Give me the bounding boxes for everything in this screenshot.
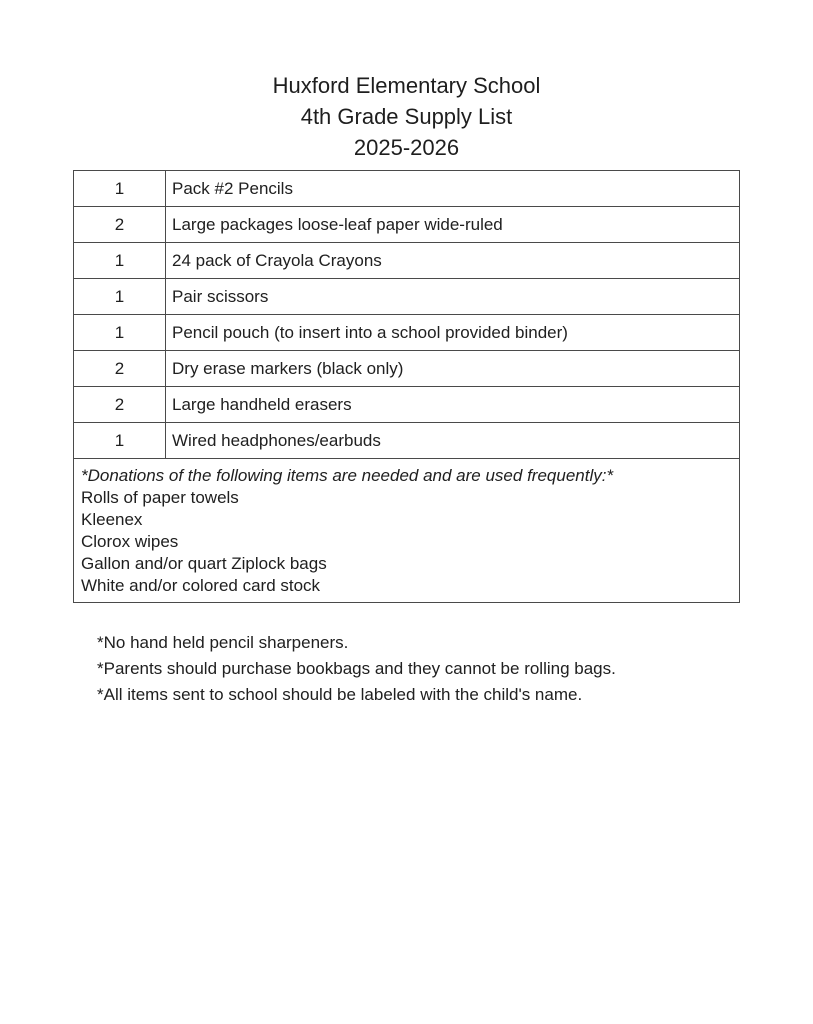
donation-item: Gallon and/or quart Ziplock bags [81,554,327,573]
item-description: Pack #2 Pencils [166,171,740,207]
note-line: *No hand held pencil sharpeners. [97,633,349,652]
item-description: Pair scissors [166,279,740,315]
item-quantity: 1 [74,171,166,207]
item-description: Wired headphones/earbuds [166,423,740,459]
donation-item: Kleenex [81,510,143,529]
table-row [74,243,740,279]
supply-table [73,170,740,603]
item-description: Large handheld erasers [166,387,740,423]
donation-item: White and/or colored card stock [81,576,321,595]
item-quantity: 1 [74,423,166,459]
note-line: *All items sent to school should be labeled with the child's name. [97,685,583,704]
table-row [74,351,740,387]
item-description: Pencil pouch (to insert into a school provided binder) [166,315,740,351]
list-title: 4th Grade Supply List [300,104,513,129]
item-description: Dry erase markers (black only) [166,351,740,387]
notes-section [97,630,777,708]
school-name: Huxford Elementary School [272,73,541,98]
item-description: Large packages loose-leaf paper wide-ruled [166,207,740,243]
school-year: 2025-2026 [353,135,460,160]
table-row [74,387,740,423]
note-line: *Parents should purchase bookbags and they cannot be rolling bags. [97,659,616,678]
item-quantity: 1 [74,279,166,315]
item-description: 24 pack of Crayola Crayons [166,243,740,279]
item-quantity: 2 [74,351,166,387]
table-row [74,171,740,207]
donations-heading: *Donations of the following items are needed and are used frequently:* [81,466,614,485]
table-row [74,279,740,315]
table-row [74,207,740,243]
document-header [0,70,813,163]
table-row [74,315,740,351]
donations-row [74,459,740,603]
donations-cell [74,459,740,603]
item-quantity: 2 [74,207,166,243]
item-quantity: 1 [74,243,166,279]
item-quantity: 1 [74,315,166,351]
donation-item: Rolls of paper towels [81,488,239,507]
item-quantity: 2 [74,387,166,423]
donation-item: Clorox wipes [81,532,179,551]
table-row [74,423,740,459]
